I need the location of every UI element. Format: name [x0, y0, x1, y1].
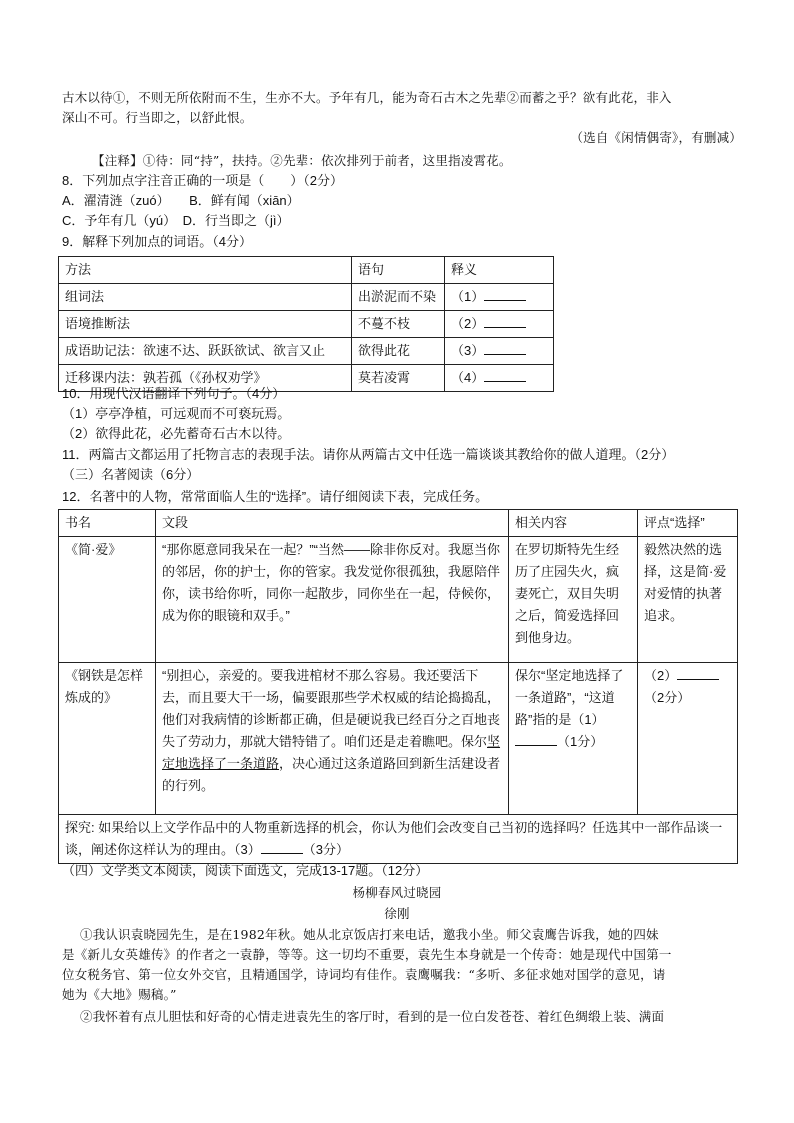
- table-row: [59, 815, 738, 864]
- book-title: 《简·爱》: [59, 537, 156, 663]
- comment-cell: 毅然决然的选择，这是简·爱对爱情的执著追求。: [638, 537, 738, 663]
- section-4-heading: （四）文学类文本阅读，阅读下面选文，完成13-17题。（12分）: [62, 863, 429, 878]
- annotation-note: 【注释】①待：同“持”，扶持。②先辈：依次排列于前者，这里指凌霄花。: [92, 153, 512, 168]
- question-8-options-cd: C．予年有几（yú） D．行当即之（jì）: [62, 213, 290, 228]
- phrase-cell: 不蔓不枝: [352, 311, 445, 338]
- table-header: 文段: [156, 510, 509, 537]
- table-row: [59, 311, 554, 338]
- answer-cell: [445, 284, 554, 311]
- question-8-stem: 8．下列加点字注音正确的一项是（ ）（2分）: [62, 173, 343, 188]
- question-10-stem: 10．用现代汉语翻译下列句子。（4分）: [62, 386, 286, 401]
- related-content-cell: 在罗切斯特先生经历了庄园失火，疯妻死亡，双目失明之后，简爱选择回到他身边。: [509, 537, 638, 663]
- answer-blank[interactable]: [484, 367, 526, 382]
- answer-cell: [445, 311, 554, 338]
- answer-blank[interactable]: [261, 839, 303, 854]
- article-paragraph: 她为《大地》赐稿。”: [62, 987, 177, 1002]
- article-paragraph: 是《新儿女英雄传》的作者之一袁静，等等。这一切均不重要，袁先生本身就是一个传奇：她是现代中国第一: [62, 947, 672, 962]
- table-header: 相关内容: [509, 510, 638, 537]
- article-title: 杨柳春风过晓园: [352, 885, 442, 900]
- comment-cell: （2） （2分）: [638, 663, 738, 815]
- passage-line: 深山不可。行当即之，以舒此恨。: [62, 110, 253, 125]
- answer-blank[interactable]: [484, 286, 526, 301]
- question-8-options-ab: A．濯清涟（zuó） B．鲜有闻（xiān）: [62, 193, 300, 208]
- phrase-cell: 欲得此花: [352, 338, 445, 365]
- question-10-sentence-2: （2）欲得此花，必先蓄奇石古木以待。: [62, 426, 291, 441]
- answer-blank[interactable]: [677, 665, 719, 680]
- phrase-cell: 出淤泥而不染: [352, 284, 445, 311]
- table-header: 语句: [352, 257, 445, 284]
- table-row: [59, 284, 554, 311]
- table-header: 评点“选择”: [638, 510, 738, 537]
- question-12-stem: 12．名著中的人物，常常面临人生的“选择”。请仔细阅读下表，完成任务。: [62, 489, 489, 504]
- explore-cell: 探究: 如果给以上文学作品中的人物重新选择的机会，你认为他们会改变自己当初的选择吗？任选其中一部作品谈一谈，阐述你这样认为的理由。（3） （3分）: [59, 815, 738, 864]
- phrase-cell: 莫若凌霄: [352, 365, 445, 392]
- answer-number: （2）: [451, 316, 485, 331]
- answer-number: （3）: [451, 343, 485, 358]
- method-cell: 语境推断法: [59, 311, 352, 338]
- method-cell: 迁移课内法：孰若孤（《孙权劝学》: [59, 365, 352, 392]
- passage-line: 古木以待①，不则无所依附而不生，生亦不大。予年有几，能为奇石古木之先辈②而蓄之乎？欲有此花，非入: [62, 90, 672, 105]
- method-cell: 成语助记法：欲速不达、跃跃欲试、欲言又止: [59, 338, 352, 365]
- passage-source: （选自《闲情偶寄》，有删减）: [570, 130, 742, 145]
- answer-blank[interactable]: [484, 313, 526, 328]
- question-10-sentence-1: （1）亭亭净植，可远观而不可亵玩焉。: [62, 406, 291, 421]
- answer-cell: [445, 338, 554, 365]
- article-paragraph: 位女税务官、第一位女外交官，且精通国学，诗词均有佳作。袁鹰嘱我：“多听、多征求她对国学的意见，请: [62, 967, 666, 982]
- related-content-cell: 保尔“坚定地选择了一条道路”，“这道路”指的是（1） （1分）: [509, 663, 638, 815]
- method-cell: 组词法: [59, 284, 352, 311]
- answer-blank[interactable]: [515, 731, 557, 746]
- question-11-stem: 11．两篇古文都运用了托物言志的表现手法。请你从两篇古文中任选一篇谈谈其教给你的做人道理。（2分）: [62, 447, 675, 462]
- answer-number: （1）: [451, 289, 485, 304]
- article-paragraph: ②我怀着有点儿胆怯和好奇的心情走进袁先生的客厅时，看到的是一位白发苍苍、着红色绸缎上装、满面: [80, 1009, 665, 1024]
- table-header: 释义: [445, 257, 554, 284]
- table-row: [59, 663, 738, 815]
- answer-blank[interactable]: [484, 340, 526, 355]
- table-row: [59, 537, 738, 663]
- excerpt-cell: “别担心，亲爱的。要我进棺材不那么容易。我还要活下去，而且要大干一场，偏要跟那些学术权威的结论捣捣乱，他们对我病情的诊断都正确，但是硬说我已经百分之百地丧失了劳动力，那就大错特错了。咱们还是走着瞧吧。保尔坚定地选择了一条道路，决心通过这条道路回到新生活建设者的行列。: [156, 663, 509, 815]
- table-header: 方法: [59, 257, 352, 284]
- book-title: 《钢铁是怎样炼成的》: [59, 663, 156, 815]
- article-paragraph: ①我认识袁晓园先生，是在1982年秋。她从北京饭店打来电话，邀我小坐。师父袁鹰告诉我，她的四妹: [80, 927, 659, 942]
- q12-table: [58, 509, 738, 864]
- table-header: 书名: [59, 510, 156, 537]
- q9-table: [58, 256, 554, 392]
- excerpt-cell: “那你愿意同我呆在一起？”“当然——除非你反对。我愿当你的邻居，你的护士，你的管家。我发觉你很孤独，我愿陪伴你，读书给你听，同你一起散步，同你坐在一起，侍候你，成为你的眼镜和双手。”: [156, 537, 509, 663]
- table-row: [59, 338, 554, 365]
- section-3-heading: （三）名著阅读（6分）: [62, 467, 200, 482]
- answer-number: （4）: [451, 370, 485, 385]
- article-author: 徐刚: [384, 906, 410, 921]
- question-9-stem: 9．解释下列加点的词语。（4分）: [62, 234, 252, 249]
